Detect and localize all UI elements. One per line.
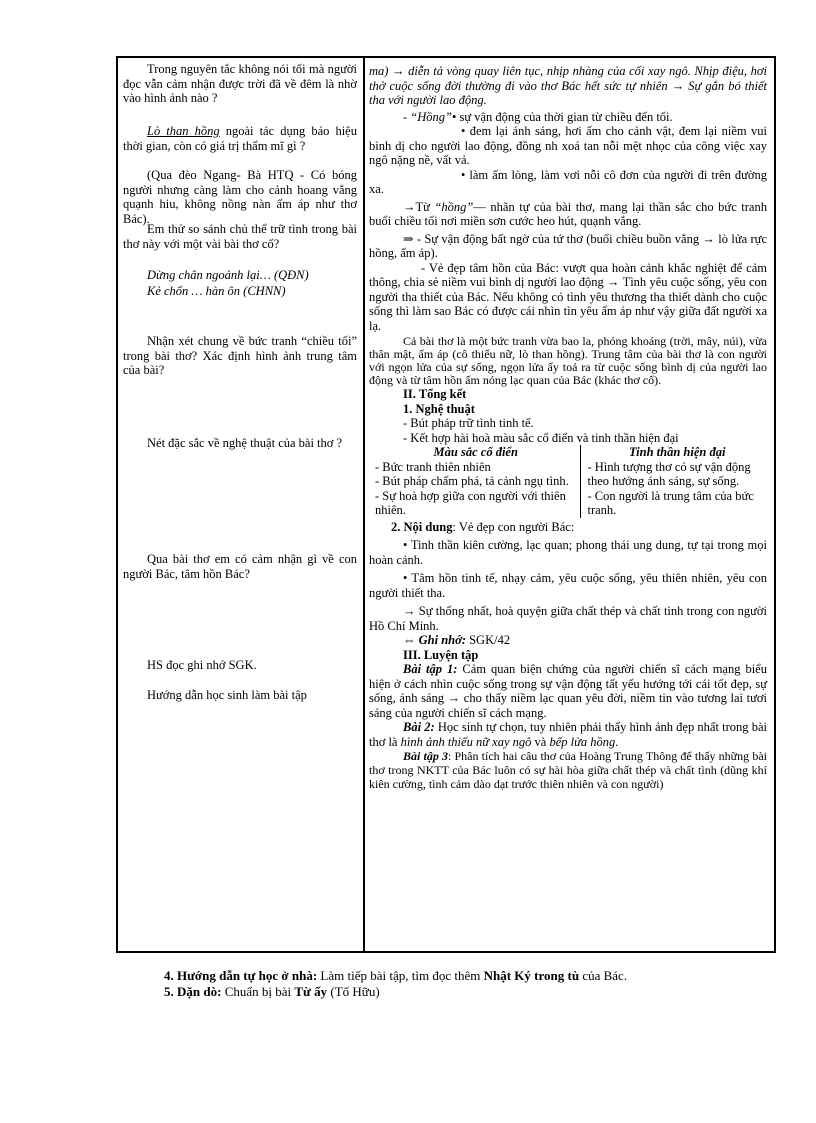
instruction-read-notes: HS đọc ghi nhớ SGK.: [147, 658, 257, 672]
right-column: [369, 64, 767, 791]
analysis-eye-word: →Từ “hồng”— nhãn tự của bài thơ, mang lại thần sắc cho bức tranh buổi chiều tối nơi miền sơn cước heo hút, quạnh vắng.: [369, 199, 767, 228]
instruction-exercises: Hướng dẫn học sinh làm bài tập: [147, 688, 307, 702]
analysis-hong-light: • đem lại ánh sáng, hơi ấm cho cảnh vật, đem lại niềm vui bình dị cho người lao động, đồng nh xoá tan nỗi mệt nhọc của công việc xay ngô nặng nề, vất vả.: [369, 124, 767, 167]
term-lo-than-hong: Lò than hồng: [147, 124, 220, 138]
art-point-1: - Bút pháp trữ tình tinh tế.: [403, 416, 534, 430]
exercise-1: Bài tập 1: Cảm quan biện chứng của người chiến sĩ cách mạng biểu hiện ở cách nhìn cuộc sống trong sự vận động tất yếu hướng tới cái tốt đẹp, sự sống, ánh sáng → cho thấy niềm lạc quan yêu đời, niềm tin vào tương lai tươi sáng của người chiến sĩ cách mạng.: [369, 662, 767, 720]
note-comparison: (Qua đèo Ngang- Bà HTQ - Có bóng người nhưng càng làm cho cảnh hoang vắng quạnh hiu, không nồng nàn ấm áp như thơ Bác).: [123, 168, 357, 226]
exercise-3: Bài tập 3: Phân tích hai câu thơ của Hoàng Trung Thông để thấy những bài thơ trong NKTT của Bác luôn có sự hài hòa giữa chất thép và chất tình (dũng khí kiên cường, tình cảm dào dạt trước thiên nhiên và con người): [369, 749, 768, 791]
analysis-movement: ⇒ - Sự vận động bất ngờ của tứ thơ (buổi chiều buồn vắng → lò lửa rực hồng, ấm áp).: [369, 231, 767, 260]
question-painting-overview: Nhận xét chung về bức tranh “chiều tối” trong bài thơ? Xác định hình ảnh trung tâm của bài?: [123, 334, 357, 377]
quote-qdn: Dừng chân ngoảnh lại… (QĐN): [147, 268, 309, 282]
column-divider: [363, 58, 365, 951]
homework-line: 4. Hướng dẫn tự học ở nhà: Làm tiếp bài tập, tìm đọc thêm Nhật Ký trong tù của Bác.: [164, 968, 628, 983]
modern-item: - Con người là trung tâm của bức tranh.: [587, 488, 754, 517]
modern-heading: Tinh thần hiện đại: [629, 445, 726, 459]
modern-item: - Hình tượng thơ có sự vận động theo hướng ánh sáng, sự sống.: [587, 459, 751, 488]
analysis-hong-warmth: • làm ấm lòng, làm vơi nỗi cô đơn của người đi trên đường xa.: [369, 167, 767, 196]
exercise-2: Bài 2: Học sinh tự chọn, tuy nhiên phải thấy hình ảnh đẹp nhất trong bài thơ là hình ảnh thiếu nữ xay ngô và bếp lửa hồng.: [369, 720, 767, 749]
classical-heading: Màu sắc cổ điển: [433, 445, 518, 459]
content-point-3: → Sự thống nhất, hoà quyện giữa chất thép và chất tình trong con người Hồ Chí Minh.: [369, 604, 767, 633]
classical-item: - Sự hoà hợp giữa con người với thiên nhiên.: [375, 488, 566, 517]
prepare-line: 5. Dặn dò: Chuẩn bị bài Từ ấy (Tố Hữu): [164, 984, 380, 999]
question-coal-fire: [123, 124, 357, 153]
heading-content: 2. Nội dung: Vẻ đẹp con người Bác:: [391, 519, 575, 534]
analysis-summary: Cả bài thơ là một bức tranh vừa bao la, phóng khoáng (trời, mây, núi), vừa thân mật, ấm áp (cô thiếu nữ, lò than hồng). Trung tâm của bài thơ là con người với ngọn lửa của sự sống, ngọn lửa ấy toả ra từ cuộc sống bình dị của người lao động và từ tâm hồn ấm nóng lạc quan của Bác (khác thơ cổ).: [369, 334, 767, 387]
classical-item: - Bức tranh thiên nhiên: [375, 459, 491, 474]
heading-art: 1. Nghệ thuật: [403, 401, 475, 416]
lesson-table: [116, 56, 776, 953]
classical-column: [375, 445, 581, 518]
remember-note: ⇔ Ghi nhớ: SGK/42: [403, 633, 511, 647]
footer: [164, 968, 784, 1000]
content-point-1: • Tinh thần kiên cường, lạc quan; phong thái ung dung, tự tại trong mọi hoàn cảnh.: [369, 538, 767, 567]
question-uncle-ho: Qua bài thơ em có cảm nhận gì về con người Bác, tâm hồn Bác?: [123, 552, 357, 581]
classical-item: - Bút pháp chấm phá, tả cảnh ngụ tình.: [375, 474, 569, 488]
question-coal-fire-rest: ngoài tác dụng báo hiệu thời gian, còn có giá trị thẩm mĩ gì ?: [123, 124, 357, 153]
heading-practice: III. Luyện tập: [403, 647, 479, 662]
content-point-2: • Tâm hồn tinh tế, nhạy cảm, yêu cuộc sống, yêu thiên nhiên, yêu con người thiết tha.: [369, 571, 767, 600]
term-hong: “Hồng”: [410, 109, 452, 124]
heading-summary: II. Tổng kết: [403, 387, 467, 401]
art-point-2: - Kết hợp hài hoà màu sắc cổ điển và tinh thần hiện đại: [403, 430, 679, 445]
question-lyric-subject: Em thử so sánh chủ thể trữ tình trong bài thơ này với một vài bài thơ cổ?: [123, 222, 357, 251]
question-night-image: Trong nguyên tắc không nói tối mà người đọc vẫn cảm nhận được trời đã về đêm là nhờ vào hình ảnh nào ?: [123, 62, 357, 105]
quote-chnn: Kẻ chốn … hàn ôn (CHNN): [147, 284, 286, 298]
analysis-hong-time: - “Hồng”• sự vận động của thời gian từ chiều đến tối.: [403, 109, 673, 124]
analysis-soul: - Vẻ đẹp tâm hồn của Bác: vượt qua hoàn cảnh khắc nghiệt để cảm thông, chia sẻ niềm vui bình dị người lao động → Tình yêu cuộc sống, yêu con người tha thiết của Bác. Nếu không có tình yêu thương tha thiết dành cho cuộc sống thì làm sao Bác có được cái nhìn tìn yêu ấm áp như vậy giữa đất người xa lạ.: [369, 260, 767, 333]
comparison-columns: [375, 445, 767, 518]
modern-column: [581, 445, 767, 518]
question-art-features: Nét đặc sắc về nghệ thuật của bài thơ ?: [147, 436, 343, 450]
analysis-millstone: ma) → diễn tả vòng quay liên tục, nhịp nhàng của cối xay ngô. Nhịp điệu, hơi thở cuộc sống đời thường đi vào thơ Bác hết sức tự nhiên → Sự gắn bó thiết tha với người lao động.: [369, 64, 767, 107]
term-hong-2: “hồng”: [434, 199, 474, 214]
